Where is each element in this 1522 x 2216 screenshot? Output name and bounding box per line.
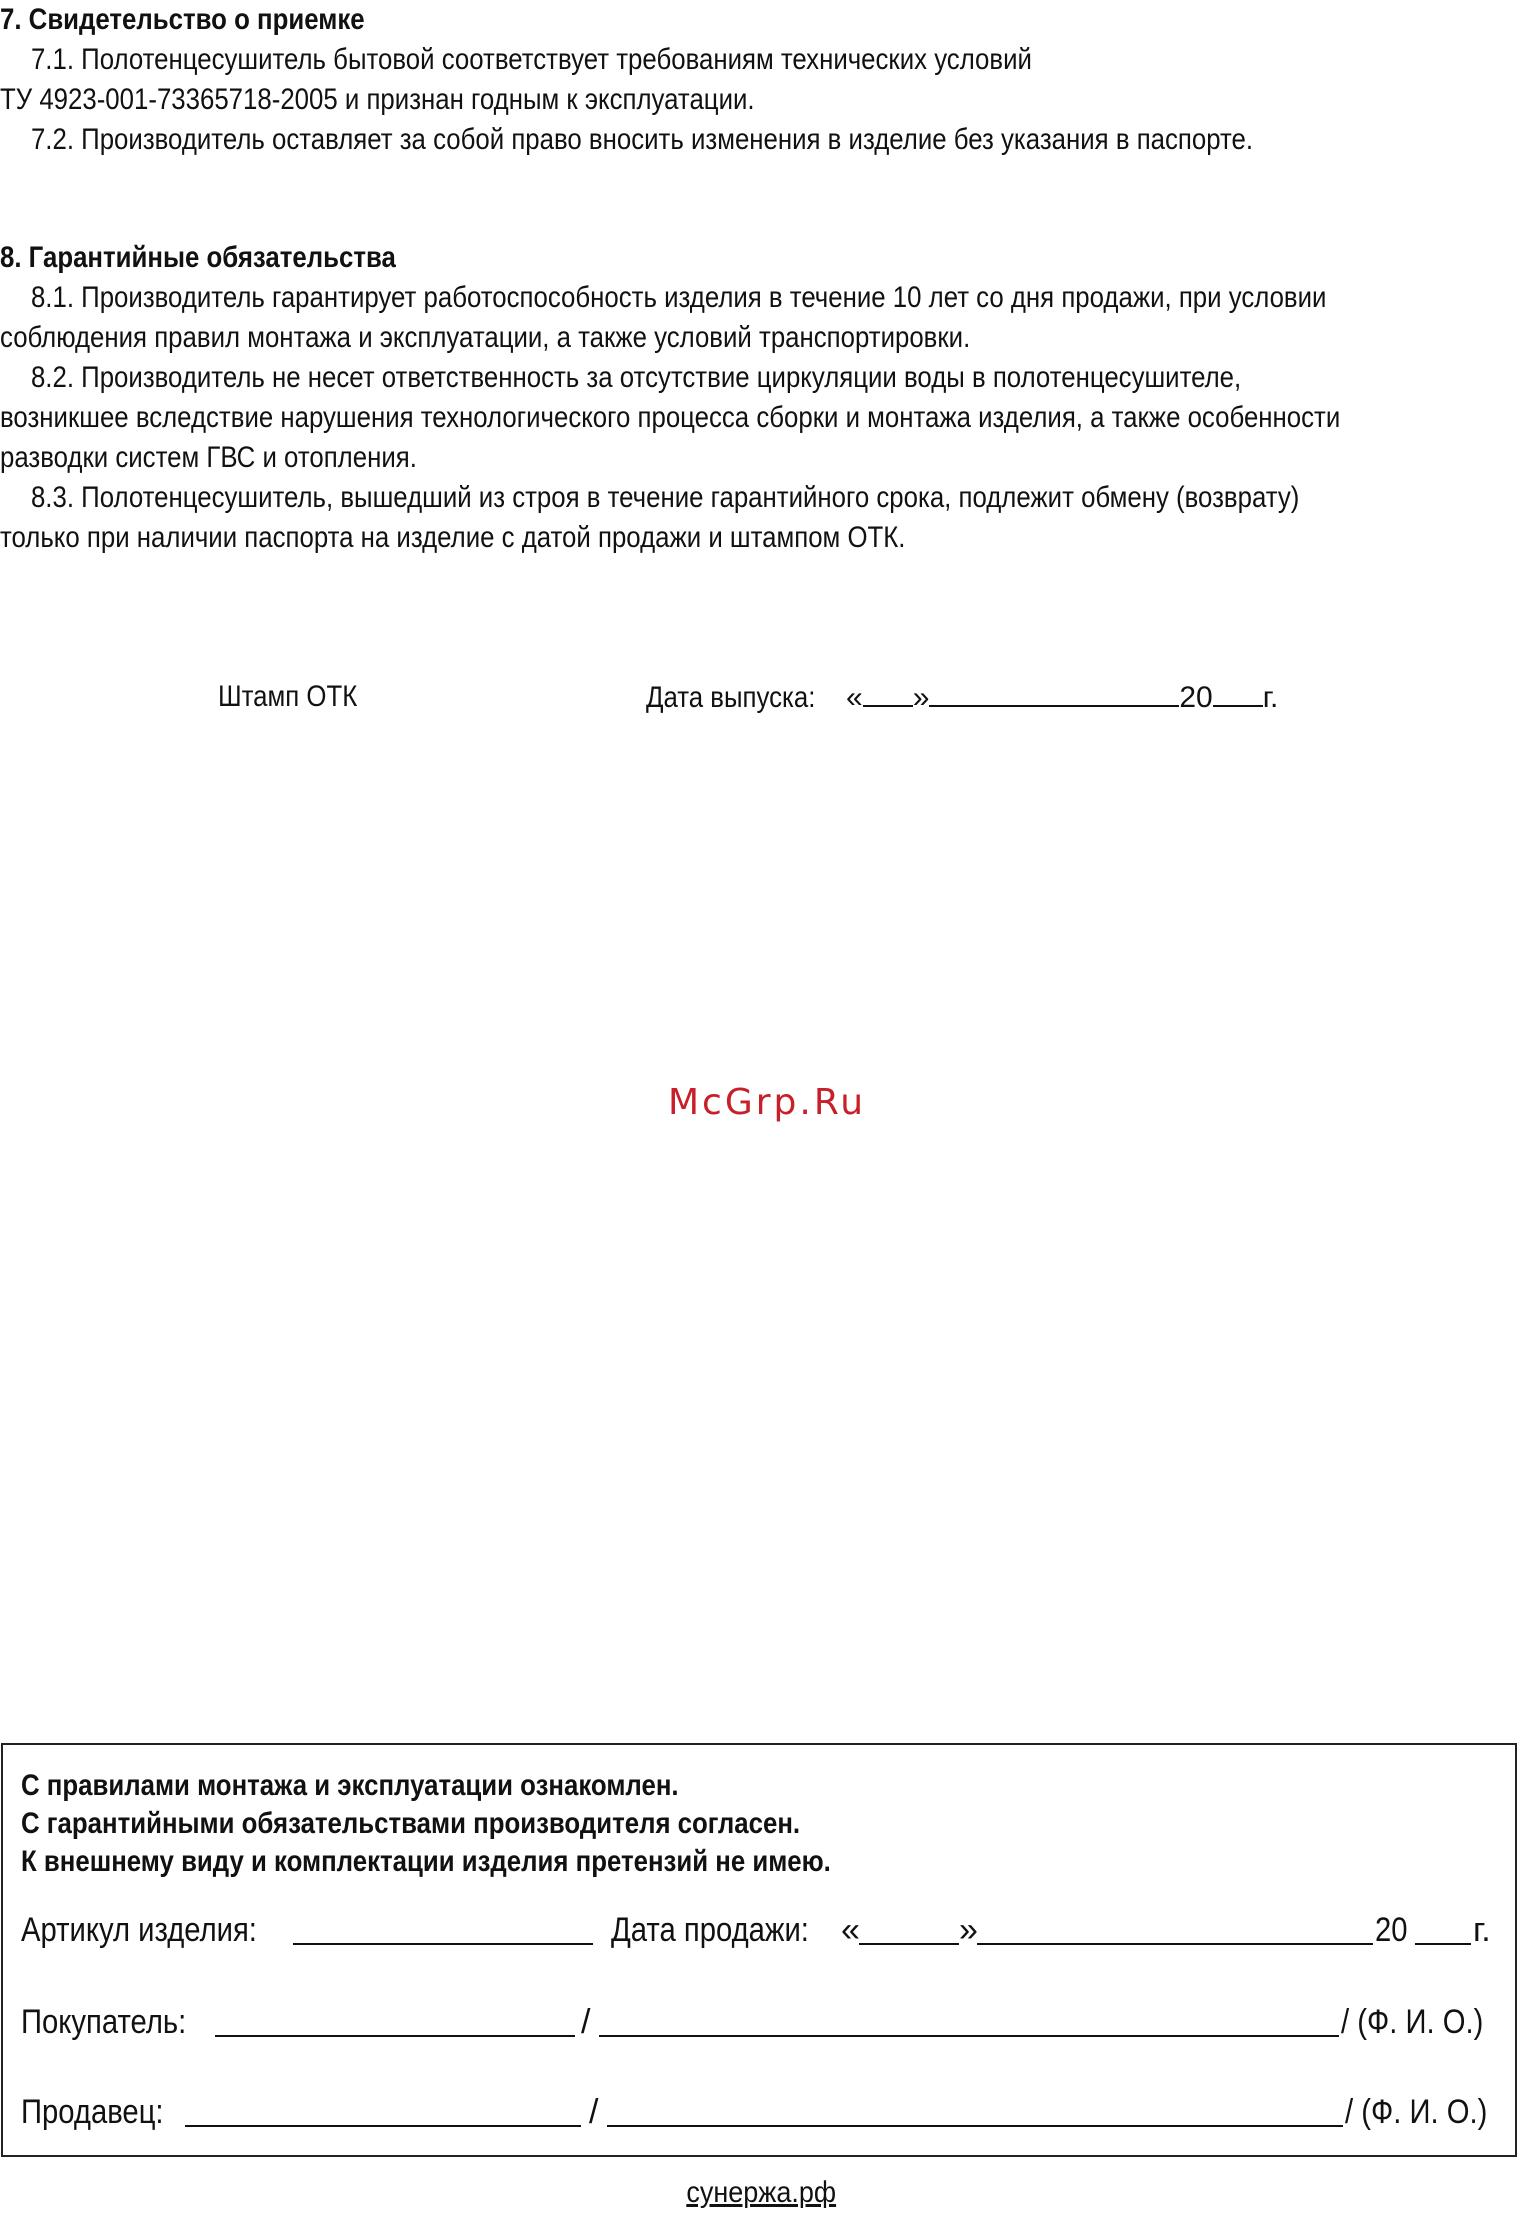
seller-label: Продавец: xyxy=(21,2093,164,2131)
watermark xyxy=(0,1082,1522,1123)
seller-fio-label: / (Ф. И. О.) xyxy=(1345,2093,1488,2131)
release-day-blank[interactable] xyxy=(863,675,913,707)
article-date-row xyxy=(21,1907,1497,1953)
footer xyxy=(0,2173,1522,2213)
watermark-text: McGrp.Ru xyxy=(667,1082,867,1123)
release-month-blank[interactable] xyxy=(929,675,1179,707)
ack-line-2: С гарантийными обязательствами производителя согласен. xyxy=(21,1807,801,1840)
section-acceptance xyxy=(0,0,1522,160)
seller-signature-field[interactable] xyxy=(185,2089,581,2127)
buyer-slash: / xyxy=(581,2003,591,2041)
sale-date-label: Дата продажи: xyxy=(611,1911,809,1949)
sale-year-prefix: 20 xyxy=(1375,1911,1408,1949)
paragraph-7-1: 7.1. Полотенцесушитель бытовой соответствует требованиям технических условий xyxy=(30,43,1032,76)
paragraph-8-3-cont: только при наличии паспорта на изделие с датой продажи и штампом ОТК. xyxy=(0,521,906,554)
article-field[interactable] xyxy=(293,1907,593,1945)
buyer-row xyxy=(21,1999,1497,2045)
site-link[interactable]: сунержа.рф xyxy=(686,2176,836,2209)
sale-day-field[interactable] xyxy=(859,1907,959,1945)
ack-line-1: С правилами монтажа и эксплуатации ознакомлен. xyxy=(21,1769,679,1802)
sale-month-field[interactable] xyxy=(977,1907,1373,1945)
sale-close-quote: » xyxy=(959,1911,978,1949)
release-year-prefix: 20 xyxy=(1179,681,1213,714)
release-close-quote: » xyxy=(912,681,930,714)
sale-open-quote: « xyxy=(841,1911,860,1949)
article-label: Артикул изделия: xyxy=(21,1911,257,1949)
release-year-blank[interactable] xyxy=(1213,675,1263,707)
paragraph-8-2-cont-b: разводки систем ГВС и отопления. xyxy=(0,441,417,474)
stamp-row xyxy=(0,675,1522,719)
release-open-quote: « xyxy=(846,681,863,714)
paragraph-8-1-cont: соблюдения правил монтажа и эксплуатации, а также условий транспортировки. xyxy=(0,321,971,354)
sale-year-field[interactable] xyxy=(1415,1907,1471,1945)
paragraph-8-3: 8.3. Полотенцесушитель, вышедший из строя в течение гарантийного срока, подлежит обмену (возврату) xyxy=(30,481,1300,514)
paragraph-7-1-cont: ТУ 4923-001-73365718-2005 и признан годным к эксплуатации. xyxy=(0,83,755,116)
paragraph-7-2: 7.2. Производитель оставляет за собой право вносить изменения в изделие без указания в паспорте. xyxy=(30,123,1254,156)
ack-line-3: К внешнему виду и комплектации изделия претензий не имею. xyxy=(21,1845,831,1878)
buyer-fio-label: / (Ф. И. О.) xyxy=(1341,2003,1484,2041)
section-7-heading: 7. Свидетельство о приемке xyxy=(0,3,365,36)
release-date xyxy=(646,675,1278,720)
section-8-heading: 8. Гарантийные обязательства xyxy=(0,241,396,274)
section-warranty xyxy=(0,238,1522,558)
release-date-label: Дата выпуска: xyxy=(646,681,816,714)
paragraph-8-2-cont-a: возникшее вследствие нарушения технологического процесса сборки и монтажа изделия, а также особенности xyxy=(0,401,1341,434)
buyer-name-field[interactable] xyxy=(599,1999,1339,2037)
sale-year-suffix: г. xyxy=(1473,1911,1491,1949)
release-year-suffix: г. xyxy=(1262,681,1279,714)
buyer-label: Покупатель: xyxy=(21,2003,187,2041)
stamp-label: Штамп ОТК xyxy=(218,680,358,713)
seller-name-field[interactable] xyxy=(607,2089,1343,2127)
seller-row xyxy=(21,2089,1497,2135)
paragraph-8-1: 8.1. Производитель гарантирует работоспособность изделия в течение 10 лет со дня продажи, при условии xyxy=(30,281,1327,314)
acknowledgement-box xyxy=(1,1743,1517,2157)
seller-slash: / xyxy=(589,2093,599,2131)
buyer-signature-field[interactable] xyxy=(215,1999,575,2037)
paragraph-8-2: 8.2. Производитель не несет ответственность за отсутствие циркуляции воды в полотенцесушителе, xyxy=(30,361,1242,394)
